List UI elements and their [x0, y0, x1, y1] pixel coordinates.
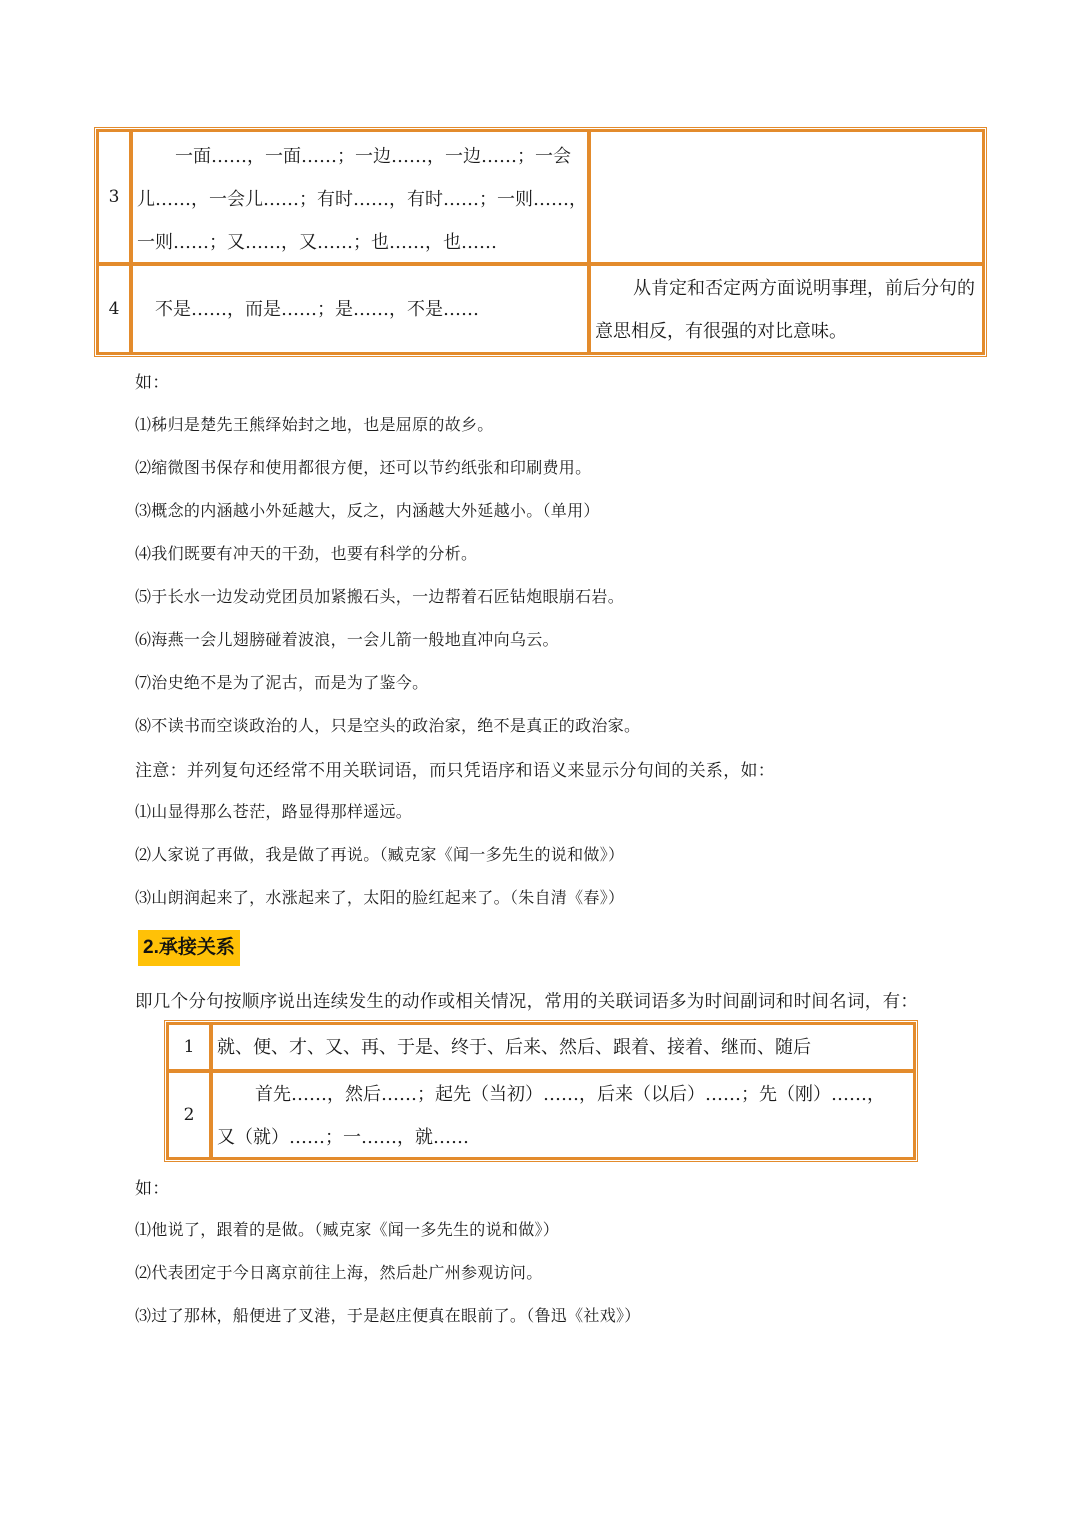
- conjunction-table-parallel: [94, 127, 987, 357]
- conjunction-words-line: 首先……，然后……；起先（当初）……，后来（以后）……；先（刚）……，: [255, 1084, 885, 1105]
- section-heading: 2.承接关系: [138, 930, 240, 966]
- row-number: 1: [183, 1037, 195, 1057]
- conjunction-words-cell: [131, 130, 589, 264]
- example-sentence: ⑶过了那林，船便进了叉港，于是赵庄便真在眼前了。（鲁迅《社戏》）: [135, 1306, 641, 1325]
- description-cell: [589, 264, 984, 354]
- conjunction-words-line: 儿……，一会儿……；有时……，有时……；一则……，: [137, 189, 587, 210]
- example-sentence: ⑴秭归是楚先王熊绎始封之地，也是屈原的故乡。: [135, 415, 494, 434]
- row-number-cell: [167, 1071, 211, 1159]
- row-number: 2: [183, 1105, 195, 1125]
- description-line: 意思相反，有很强的对比意味。: [595, 321, 847, 342]
- conjunction-words-line: 一则……；又……，又……；也……，也……: [137, 232, 497, 253]
- example-sentence: ⑻不读书而空谈政治的人，只是空头的政治家，绝不是真正的政治家。: [135, 716, 641, 735]
- conjunction-words-cell: [131, 264, 589, 354]
- note-example: ⑴山显得那么苍茫，路显得那样遥远。: [135, 802, 413, 821]
- example-sentence: ⑵代表团定于今日离京前往上海，然后赴广州参观访问。: [135, 1263, 543, 1282]
- example-sentence: ⑸于长水一边发动党团员加紧搬石头，一边帮着石匠钻炮眼崩石岩。: [135, 587, 625, 606]
- conjunction-words-line: 又（就）……；一……，就……: [217, 1127, 469, 1148]
- row-number: 4: [108, 299, 120, 319]
- section-description: 即几个分句按顺序说出连续发生的动作或相关情况，常用的关联词语多为时间副词和时间名词，有：: [135, 992, 919, 1012]
- conjunction-words-cell: [211, 1071, 915, 1159]
- conjunction-table-sequential: [164, 1020, 918, 1162]
- row-number: 3: [108, 187, 120, 207]
- example-sentence: ⑷我们既要有冲天的干劲，也要有科学的分析。: [135, 544, 478, 563]
- example-sentence: ⑺治史绝不是为了泥古，而是为了鉴今。: [135, 673, 429, 692]
- row-number-cell: [97, 264, 131, 354]
- example-sentence: ⑹海燕一会儿翅膀碰着波浪，一会儿箭一般地直冲向乌云。: [135, 630, 559, 649]
- row-number-cell: [97, 130, 131, 264]
- conjunction-words-cell: [211, 1023, 915, 1071]
- conjunction-words-line: 一面……，一面……；一边……，一边……；一会: [175, 146, 571, 167]
- example-sentence: ⑵缩微图书保存和使用都很方便，还可以节约纸张和印刷费用。: [135, 458, 592, 477]
- note-example: ⑶山朗润起来了，水涨起来了，太阳的脸红起来了。（朱自清《春》）: [135, 888, 625, 907]
- conjunction-words-line: 不是……，而是……；是……，不是……: [155, 298, 479, 320]
- conjunction-words-line: 就、便、才、又、再、于是、终于、后来、然后、跟着、接着、继而、随后: [217, 1036, 811, 1058]
- description-line: 从肯定和否定两方面说明事理，前后分句的: [633, 278, 975, 299]
- row-number-cell: [167, 1023, 211, 1071]
- example-sentence: ⑶概念的内涵越小外延越大，反之，内涵越大外延越小。（单用）: [135, 501, 600, 520]
- example-sentence: ⑴他说了，跟着的是做。（臧克家《闻一多先生的说和做》）: [135, 1220, 560, 1239]
- note-example: ⑵人家说了再做，我是做了再说。（臧克家《闻一多先生的说和做》）: [135, 845, 625, 864]
- note-paragraph: 注意：并列复句还经常不用关联词语，而只凭语序和语义来显示分句间的关系，如：: [135, 761, 776, 781]
- examples-intro: 如：: [135, 373, 170, 393]
- description-cell: [589, 130, 984, 264]
- examples-intro: 如：: [135, 1179, 170, 1199]
